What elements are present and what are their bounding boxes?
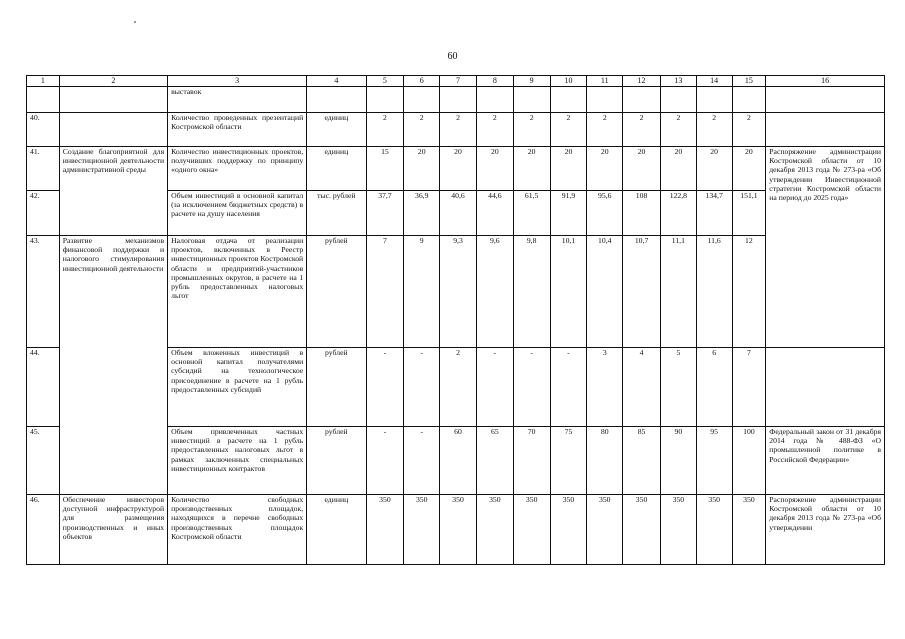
value-cell: 100 xyxy=(732,427,766,495)
value-cell: 20 xyxy=(440,147,477,191)
value-cell: 6 xyxy=(696,348,732,427)
header-cell: 7 xyxy=(440,76,477,87)
value-cell: 20 xyxy=(404,147,440,191)
header-cell: 2 xyxy=(59,76,167,87)
value-cell: 350 xyxy=(696,495,732,565)
header-cell: 6 xyxy=(404,76,440,87)
header-cell: 15 xyxy=(732,76,766,87)
value-cell xyxy=(550,87,587,113)
goal-cell-empty xyxy=(59,113,167,147)
unit-cell: рублей xyxy=(307,348,366,427)
header-cell: 11 xyxy=(587,76,623,87)
indicator-name: выставок xyxy=(168,87,307,113)
row-number: 40. xyxy=(27,113,60,147)
value-cell xyxy=(440,87,477,113)
value-cell xyxy=(404,87,440,113)
value-cell: 60 xyxy=(440,427,477,495)
page-number: 60 xyxy=(447,51,458,62)
indicators-table xyxy=(26,75,885,565)
value-cell: 85 xyxy=(623,427,661,495)
indicator-name: Объем инвестиций в основной капитал (за исключением бюджетных средств) в расчете на душу населения xyxy=(168,191,307,236)
header-cell: 13 xyxy=(660,76,696,87)
value-cell: 122,8 xyxy=(660,191,696,236)
header-cell: 14 xyxy=(696,76,732,87)
row-number: 41. xyxy=(27,147,60,191)
value-cell: 2 xyxy=(732,113,766,147)
unit-cell: тыс. рублей xyxy=(307,191,366,236)
value-cell: 350 xyxy=(404,495,440,565)
value-cell xyxy=(623,87,661,113)
value-cell: 9,3 xyxy=(440,236,477,348)
value-cell: 5 xyxy=(660,348,696,427)
value-cell: - xyxy=(366,348,404,427)
value-cell: 2 xyxy=(476,113,513,147)
value-cell: 2 xyxy=(550,113,587,147)
goal-cell-empty xyxy=(59,87,167,113)
value-cell: 11,1 xyxy=(660,236,696,348)
indicator-name: Объем привлеченных частных инвестиций в расчете на 1 рубль предоставленных налоговых льгот в рамках заключенных специальных инвестиционных контрактов xyxy=(168,427,307,495)
value-cell: 134,7 xyxy=(696,191,732,236)
goal-cell: Обеспечение инвесторов доступной инфраструктурой для размещения производственных и иных объектов xyxy=(59,495,167,565)
basis-cell: Федеральный закон от 31 декабря 2014 года № 488-ФЗ «О промышленной политике в Российской Федерации» xyxy=(766,427,885,495)
indicator-name: Количество проведенных презентаций Костромской области xyxy=(168,113,307,147)
value-cell: 20 xyxy=(623,147,661,191)
header-cell: 3 xyxy=(168,76,307,87)
value-cell: 10,7 xyxy=(623,236,661,348)
value-cell: 350 xyxy=(440,495,477,565)
value-cell: 15 xyxy=(366,147,404,191)
value-cell: 44,6 xyxy=(476,191,513,236)
table-row xyxy=(27,495,885,565)
unit-cell: рублей xyxy=(307,236,366,348)
table-row xyxy=(27,113,885,147)
unit-cell: рублей xyxy=(307,427,366,495)
value-cell: - xyxy=(550,348,587,427)
value-cell: 350 xyxy=(476,495,513,565)
indicator-name: Количество свободных производственных площадок, находящихся в перечне свободных производственных площадок Костромской области xyxy=(168,495,307,565)
unit-cell: единиц xyxy=(307,147,366,191)
row-number xyxy=(27,87,60,113)
value-cell: 4 xyxy=(623,348,661,427)
value-cell: 36,9 xyxy=(404,191,440,236)
basis-cell-empty xyxy=(766,113,885,147)
value-cell: 108 xyxy=(623,191,661,236)
value-cell: 350 xyxy=(732,495,766,565)
value-cell: 95,6 xyxy=(587,191,623,236)
value-cell: 2 xyxy=(513,113,550,147)
value-cell: 7 xyxy=(732,348,766,427)
value-cell xyxy=(660,87,696,113)
value-cell: 70 xyxy=(513,427,550,495)
header-cell: 10 xyxy=(550,76,587,87)
value-cell: 20 xyxy=(696,147,732,191)
value-cell: 95 xyxy=(696,427,732,495)
value-cell xyxy=(366,87,404,113)
value-cell: 61,5 xyxy=(513,191,550,236)
unit-cell: единиц xyxy=(307,113,366,147)
value-cell: 151,1 xyxy=(732,191,766,236)
header-cell: 4 xyxy=(307,76,366,87)
value-cell: 11,6 xyxy=(696,236,732,348)
scan-speck xyxy=(134,21,136,23)
value-cell: 350 xyxy=(660,495,696,565)
unit-cell: единиц xyxy=(307,495,366,565)
header-cell: 8 xyxy=(476,76,513,87)
row-number: 42. xyxy=(27,191,60,236)
value-cell: 2 xyxy=(440,113,477,147)
row-number: 45. xyxy=(27,427,60,495)
value-cell xyxy=(587,87,623,113)
value-cell: 90 xyxy=(660,427,696,495)
value-cell: - xyxy=(366,427,404,495)
value-cell: - xyxy=(404,348,440,427)
header-cell: 5 xyxy=(366,76,404,87)
header-cell: 1 xyxy=(27,76,60,87)
value-cell: 2 xyxy=(696,113,732,147)
value-cell: 12 xyxy=(732,236,766,348)
value-cell: 65 xyxy=(476,427,513,495)
basis-cell-empty xyxy=(766,87,885,113)
value-cell: 350 xyxy=(587,495,623,565)
indicator-name: Объем вложенных инвестиций в основной капитал получателями субсидий на технологическое присоединение в расчете на 1 рубль предоставленных субсидий xyxy=(168,348,307,427)
value-cell: 91,9 xyxy=(550,191,587,236)
value-cell: - xyxy=(476,348,513,427)
value-cell: 9,8 xyxy=(513,236,550,348)
table-row xyxy=(27,236,885,348)
value-cell: 7 xyxy=(366,236,404,348)
value-cell: 2 xyxy=(660,113,696,147)
value-cell: 80 xyxy=(587,427,623,495)
value-cell xyxy=(696,87,732,113)
value-cell: 20 xyxy=(660,147,696,191)
value-cell: 20 xyxy=(587,147,623,191)
value-cell: - xyxy=(404,427,440,495)
table-row xyxy=(27,87,885,113)
header-row xyxy=(27,76,885,87)
value-cell: 350 xyxy=(513,495,550,565)
value-cell: 2 xyxy=(623,113,661,147)
unit-cell xyxy=(307,87,366,113)
value-cell: 2 xyxy=(440,348,477,427)
value-cell: 37,7 xyxy=(366,191,404,236)
basis-cell: Распоряжение администрации Костромской области от 10 декабря 2013 года № 273-ра «Об утверждении xyxy=(766,495,885,565)
value-cell xyxy=(732,87,766,113)
row-number: 46. xyxy=(27,495,60,565)
header-cell: 12 xyxy=(623,76,661,87)
value-cell: 350 xyxy=(366,495,404,565)
value-cell: 20 xyxy=(550,147,587,191)
value-cell: 20 xyxy=(476,147,513,191)
value-cell: 350 xyxy=(623,495,661,565)
value-cell: 9 xyxy=(404,236,440,348)
value-cell: 10,1 xyxy=(550,236,587,348)
goal-cell: Развитие механизмов финансовой поддержки и налогового стимулирования инвестиционной деятельности xyxy=(59,236,167,495)
value-cell xyxy=(476,87,513,113)
value-cell: 75 xyxy=(550,427,587,495)
value-cell: 10,4 xyxy=(587,236,623,348)
row-number: 44. xyxy=(27,348,60,427)
value-cell: 20 xyxy=(732,147,766,191)
basis-cell-empty xyxy=(766,348,885,427)
value-cell: 350 xyxy=(550,495,587,565)
row-number: 43. xyxy=(27,236,60,348)
indicator-name: Количество инвестиционных проектов, получивших поддержку по принципу «одного окна» xyxy=(168,147,307,191)
value-cell: 2 xyxy=(366,113,404,147)
basis-cell: Распоряжение администрации Костромской области от 10 декабря 2013 года № 273-ра «Об утверждении Инвестиционной стратегии Костромской области на период до 2025 года» xyxy=(766,147,885,348)
header-cell: 16 xyxy=(766,76,885,87)
value-cell xyxy=(513,87,550,113)
value-cell: 40,6 xyxy=(440,191,477,236)
value-cell: 2 xyxy=(587,113,623,147)
value-cell: - xyxy=(513,348,550,427)
value-cell: 3 xyxy=(587,348,623,427)
value-cell: 9,6 xyxy=(476,236,513,348)
goal-cell: Создание благоприятной для инвестиционной деятельности административной среды xyxy=(59,147,167,236)
indicator-name: Налоговая отдача от реализации проектов, включенных в Реестр инвестиционных проектов Костромской области и предприятий-участников промышленных округов, в расчете на 1 рубль предоставленных налоговых льгот xyxy=(168,236,307,348)
header-cell: 9 xyxy=(513,76,550,87)
table-row xyxy=(27,147,885,191)
value-cell: 20 xyxy=(513,147,550,191)
value-cell: 2 xyxy=(404,113,440,147)
